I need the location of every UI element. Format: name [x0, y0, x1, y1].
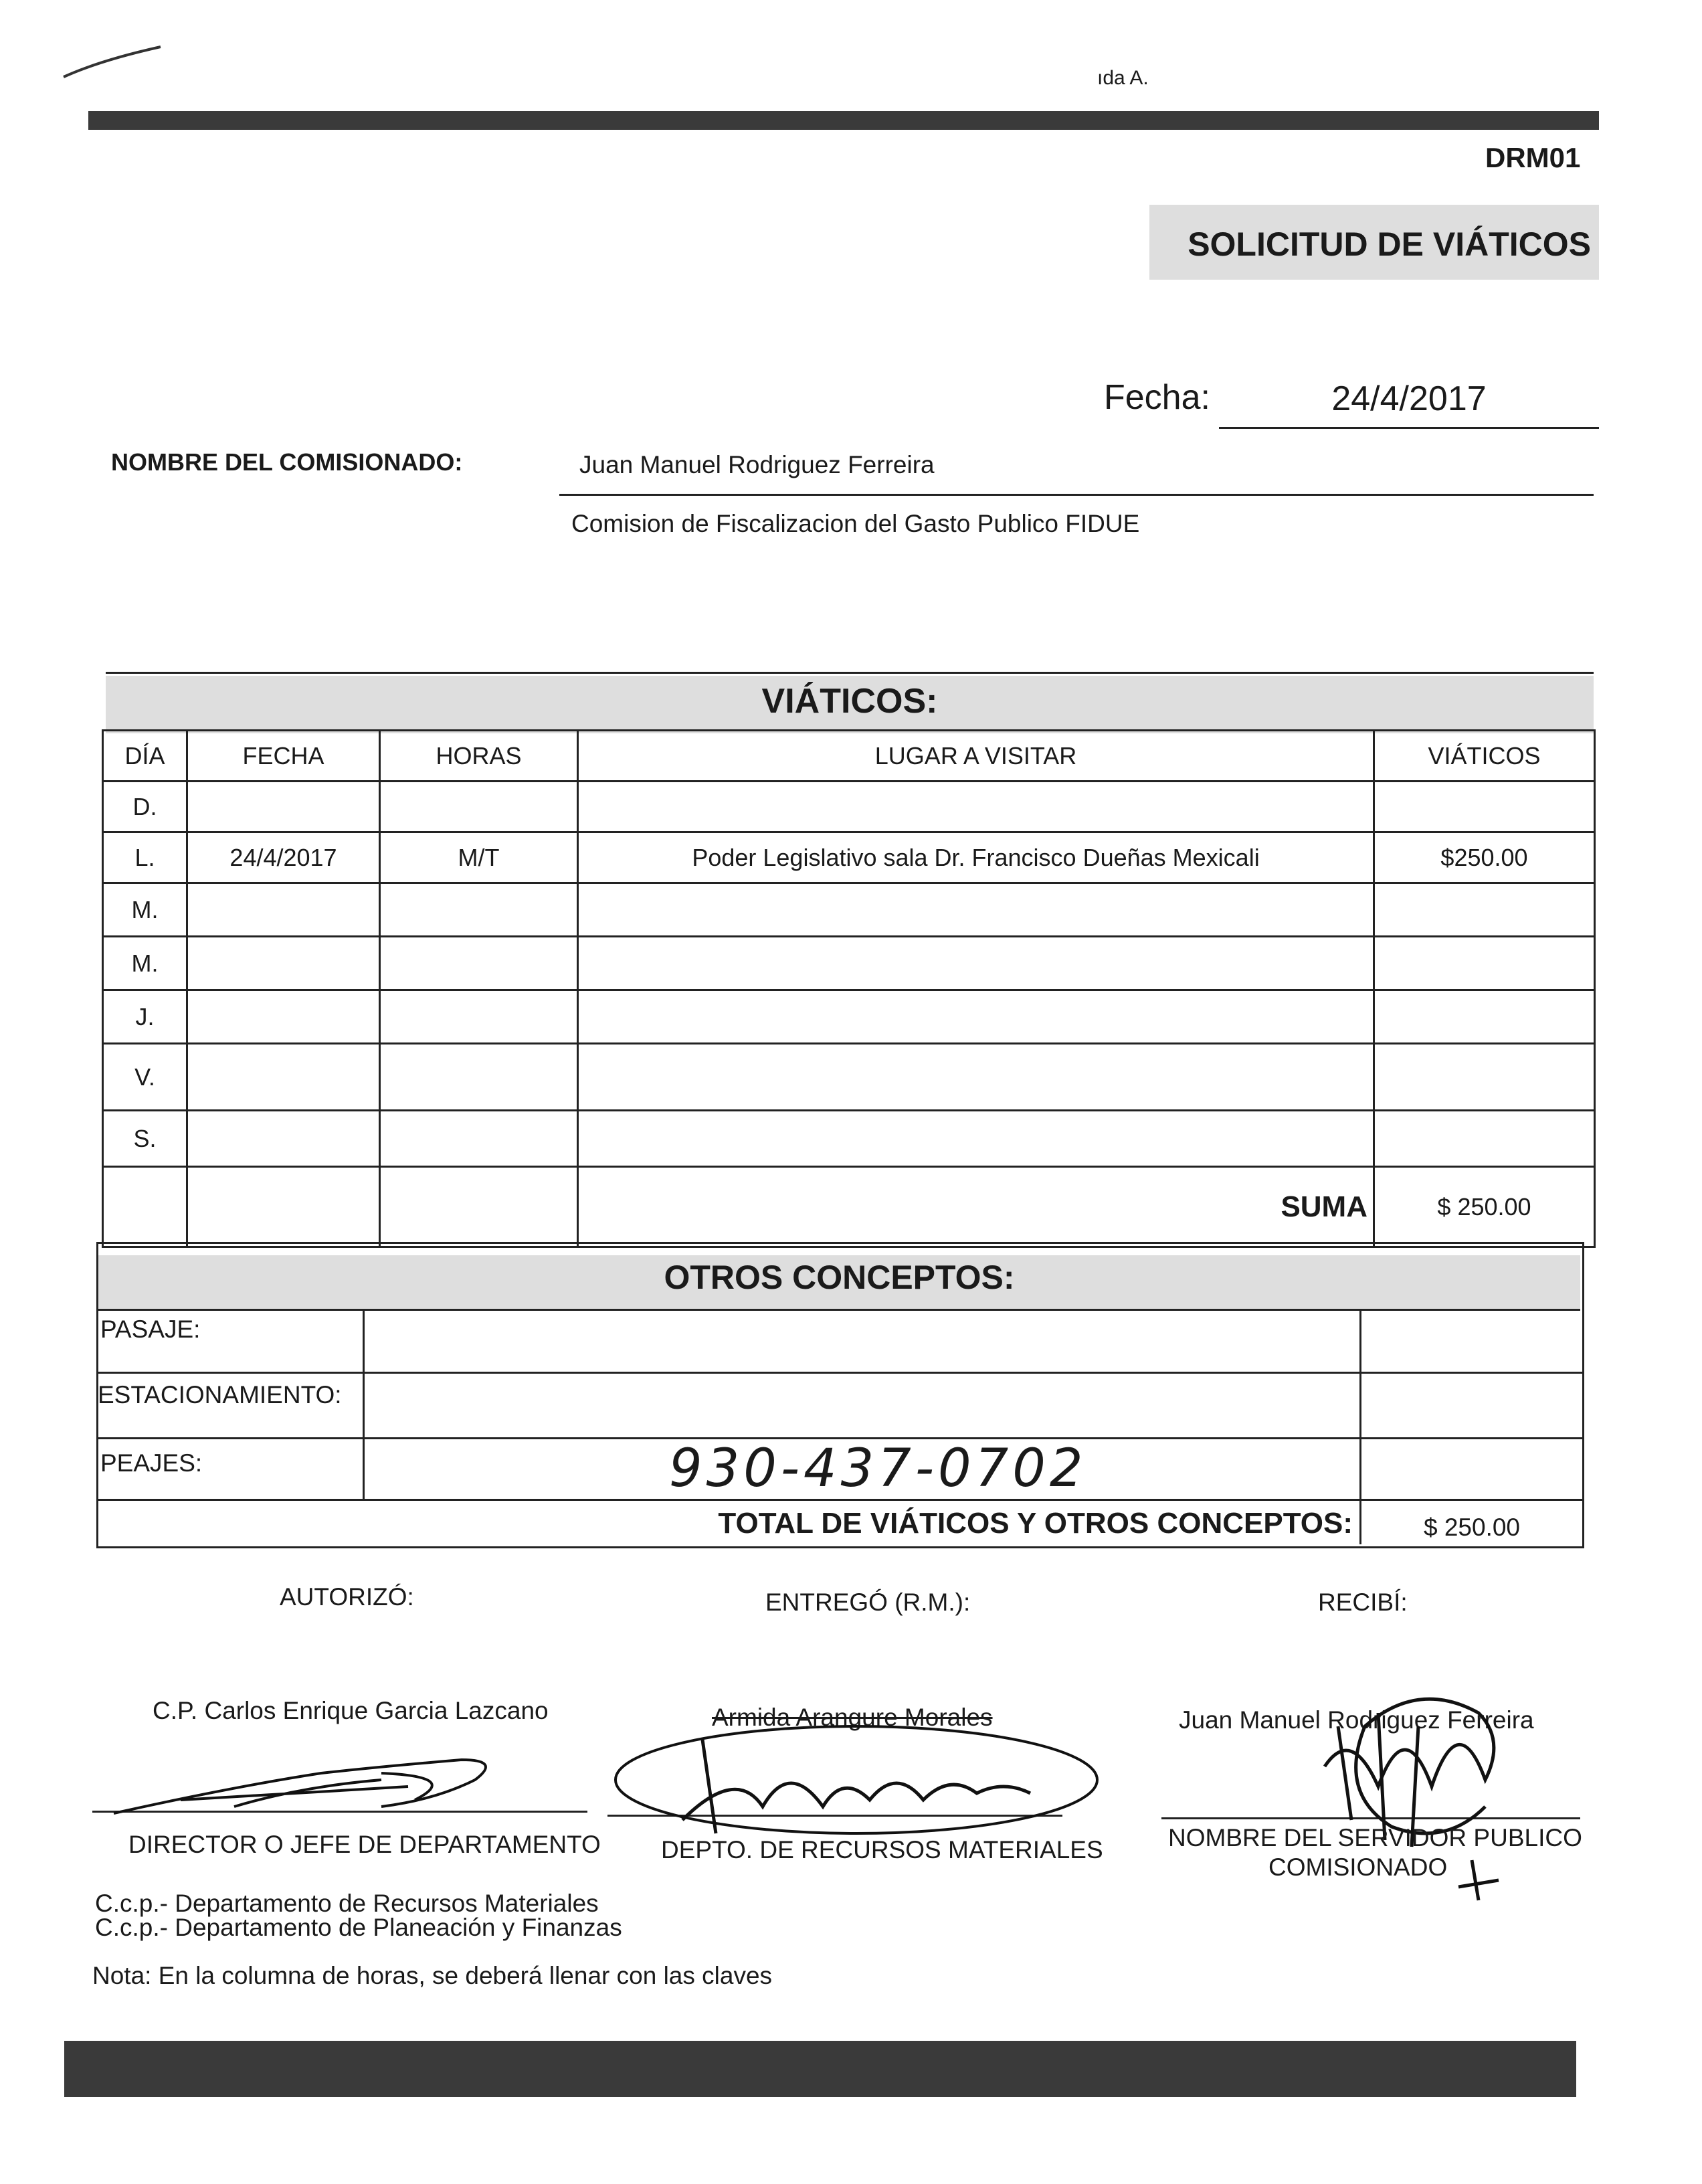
recibi-name: Juan Manuel Rodriguez Ferreira: [1179, 1706, 1534, 1734]
row-horas: [380, 990, 578, 1044]
pasaje-label: PASAJE:: [100, 1315, 201, 1343]
row-lugar: [578, 1111, 1374, 1167]
signature-entrego: [602, 1713, 1097, 1840]
handwritten-phone: 930-437-0702: [669, 1439, 1087, 1499]
recibi-role-line2: COMISIONADO: [1268, 1853, 1448, 1881]
table-header-row: [103, 731, 1595, 782]
form-code: DRM01: [1485, 142, 1581, 173]
otros-title: OTROS CONCEPTOS:: [664, 1259, 1015, 1296]
bottom-bar: [64, 2041, 1576, 2097]
row-fecha: [187, 1044, 380, 1111]
empty-cell: [187, 1167, 380, 1247]
row-fecha: [187, 1111, 380, 1167]
row-lugar: [578, 883, 1374, 937]
table-row: [103, 782, 1595, 832]
comisionado-department: Comision de Fiscalizacion del Gasto Publico FIDUE: [571, 510, 1140, 537]
section-separator: [106, 672, 1594, 674]
row-viaticos: [1374, 883, 1595, 937]
estacionamiento-label: ESTACIONAMIENTO:: [98, 1381, 342, 1408]
viaticos-table: [102, 729, 1596, 1248]
suma-label: SUMA: [578, 1167, 1374, 1247]
row-viaticos: [1374, 782, 1595, 832]
autorizo-role: DIRECTOR O JEFE DE DEPARTAMENTO: [128, 1831, 601, 1858]
row-fecha: [187, 782, 380, 832]
table-row: [103, 832, 1595, 883]
otros-col-line: [1359, 1309, 1361, 1544]
row-lugar: Poder Legislativo sala Dr. Francisco Dueñas Mexicali: [578, 832, 1374, 883]
col-dia: DÍA: [103, 731, 187, 782]
otros-col-line: [363, 1309, 365, 1499]
row-dia: D.: [103, 782, 187, 832]
row-horas: [380, 883, 578, 937]
suma-row: [103, 1167, 1595, 1247]
row-horas: M/T: [380, 832, 578, 883]
ccp-line-1: C.c.p.- Departamento de Recursos Materiales: [95, 1890, 599, 1917]
recibi-label: RECIBÍ:: [1318, 1588, 1408, 1616]
row-dia: M.: [103, 937, 187, 990]
comisionado-label: NOMBRE DEL COMISIONADO:: [111, 448, 463, 476]
row-fecha: [187, 937, 380, 990]
col-fecha: FECHA: [187, 731, 380, 782]
row-horas: [380, 1044, 578, 1111]
col-lugar: LUGAR A VISITAR: [578, 731, 1374, 782]
table-row: [103, 1044, 1595, 1111]
top-fragment: ıda A.: [1097, 67, 1149, 89]
table-row: [103, 883, 1595, 937]
row-dia: M.: [103, 883, 187, 937]
total-label: TOTAL DE VIÁTICOS Y OTROS CONCEPTOS:: [718, 1507, 1353, 1540]
row-viaticos: [1374, 1111, 1595, 1167]
row-lugar: [578, 990, 1374, 1044]
col-horas: HORAS: [380, 731, 578, 782]
empty-cell: [103, 1167, 187, 1247]
scan-mark: [60, 40, 167, 87]
entrego-label: ENTREGÓ (R.M.):: [765, 1588, 971, 1616]
row-lugar: [578, 1044, 1374, 1111]
row-viaticos: $250.00: [1374, 832, 1595, 883]
row-horas: [380, 937, 578, 990]
row-lugar: [578, 782, 1374, 832]
table-row: [103, 937, 1595, 990]
signature-autorizo: [100, 1746, 475, 1820]
ccp-line-2: C.c.p.- Departamento de Planeación y Finanzas: [95, 1914, 622, 1941]
fecha-underline: [1219, 427, 1599, 429]
entrego-name: Armida Arangure Morales: [712, 1704, 993, 1731]
row-dia: L.: [103, 832, 187, 883]
recibi-role-line1: NOMBRE DEL SERVIDOR PUBLICO: [1168, 1824, 1582, 1851]
row-dia: S.: [103, 1111, 187, 1167]
fecha-value: 24/4/2017: [1331, 379, 1487, 418]
total-value: $ 250.00: [1423, 1514, 1521, 1541]
row-fecha: 24/4/2017: [187, 832, 380, 883]
table-row: [103, 990, 1595, 1044]
top-bar: [88, 111, 1599, 130]
nota: Nota: En la columna de horas, se deberá llenar con las claves: [92, 1962, 773, 1989]
row-fecha: [187, 990, 380, 1044]
comisionado-name: Juan Manuel Rodriguez Ferreira: [579, 451, 935, 478]
row-dia: J.: [103, 990, 187, 1044]
empty-cell: [380, 1167, 578, 1247]
row-horas: [380, 1111, 578, 1167]
row-lugar: [578, 937, 1374, 990]
autorizo-name: C.P. Carlos Enrique Garcia Lazcano: [153, 1697, 549, 1724]
row-viaticos: [1374, 990, 1595, 1044]
row-horas: [380, 782, 578, 832]
peajes-label: PEAJES:: [100, 1449, 203, 1477]
col-viaticos: VIÁTICOS: [1374, 731, 1595, 782]
comisionado-underline: [559, 494, 1594, 496]
row-viaticos: [1374, 1044, 1595, 1111]
entrego-role: DEPTO. DE RECURSOS MATERIALES: [661, 1836, 1103, 1863]
table-row: [103, 1111, 1595, 1167]
viaticos-title: VIÁTICOS:: [761, 682, 938, 721]
row-viaticos: [1374, 937, 1595, 990]
suma-value: $ 250.00: [1374, 1167, 1595, 1247]
row-fecha: [187, 883, 380, 937]
row-dia: V.: [103, 1044, 187, 1111]
fecha-label: Fecha:: [1104, 378, 1210, 417]
page-title: SOLICITUD DE VIÁTICOS: [1188, 225, 1591, 263]
autorizo-label: AUTORIZÓ:: [280, 1583, 414, 1611]
